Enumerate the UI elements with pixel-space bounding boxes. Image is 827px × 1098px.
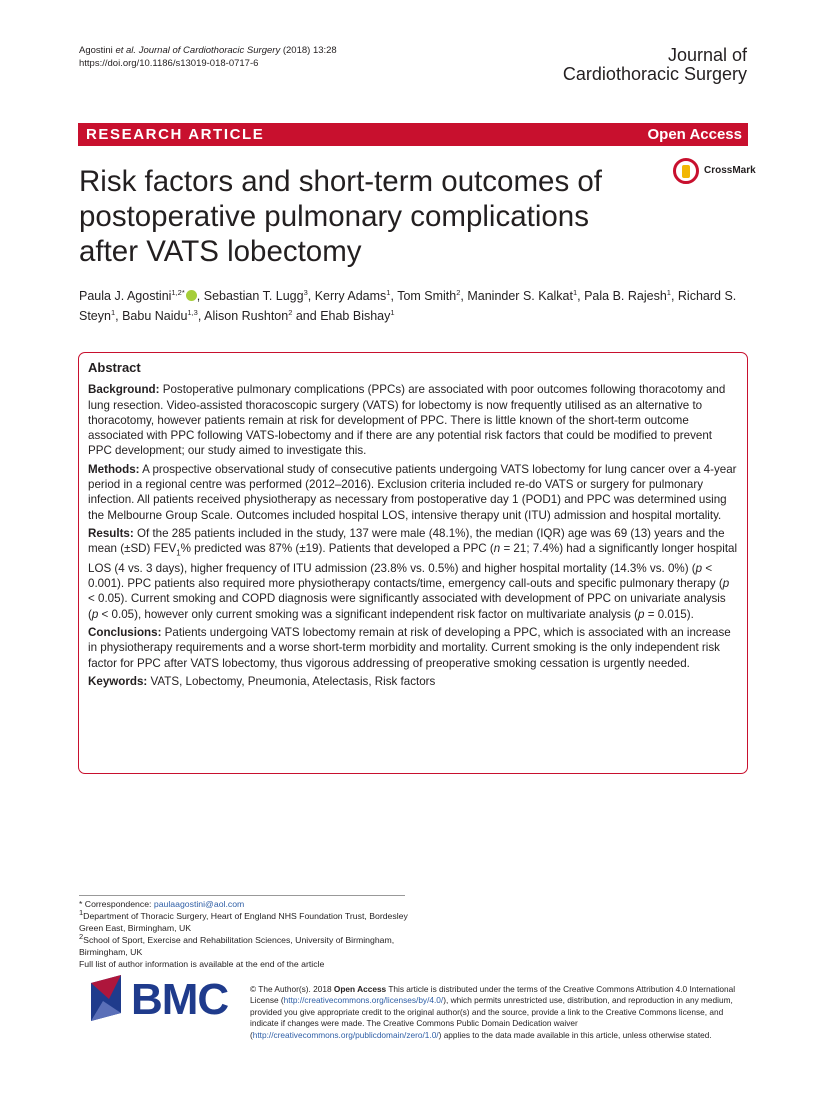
abstract-heading: Abstract (88, 360, 141, 375)
author-list: Paula J. Agostini$^{1,2*}$ , Sebastian T. Lugg$^3$, Kerry Adams$^1$, Tom Smith$^2$, Maninder S. Kalkat$^1$, Pala B. Rajesh$^1$, Richard S. Steyn$^1$, Babu Naidu$^{1,3}$, Alison Rushton$^2$ and Ehab Bishay$^1$ (79, 287, 737, 323)
abstract-background: Background: Postoperative pulmonary complications (PPCs) are associated with poor outcomes following thoracotomy and lung resection. Video-assisted thoracoscopic surgery (VATS) for lobectomy is now frequently utilised as an alternative to thoracotomy, however patients remain at risk for development of PPC. There is little known of the short-term outcome associated with PPC following VATS-lobectomy and if there are any potential risk factors that could be modified to prevent PPC development; our study aimed to investigate this. (88, 383, 726, 458)
author-affiliation: 1 (390, 307, 395, 317)
author-affiliation: 1 (110, 307, 116, 317)
author-name[interactable]: Ehab Bishay$^1$ (320, 307, 395, 323)
article-type-label: RESEARCH ARTICLE (86, 126, 265, 143)
orcid-icon[interactable] (186, 290, 197, 301)
affiliation-1: $^1$Department of Thoracic Surgery, Heart of England NHS Foundation Trust, Bordesley Green East, Birmingham, UK (79, 908, 408, 933)
cc-zero-waiver-link[interactable]: http://creativecommons.org/publicdomain/zero/1.0/ (252, 1029, 439, 1040)
affiliation-2: $^2$School of Sport, Exercise and Rehabilitation Sciences, University of Birmingham, Birmingham, UK (79, 932, 395, 957)
author-name[interactable]: Paula J. Agostini$^{1,2*}$ (79, 289, 197, 303)
abstract-conclusions: Conclusions: Patients undergoing VATS lobectomy remain at risk of developing a PPC, which is associated with an increase in physiotherapy requirements and a worse short-term morbidity and mortality. Current smoking is the only independent risk factor for PPC after VATS lobectomy, thus vigorous addressing of preoperative smoking cessation is urgently needed. (88, 626, 731, 670)
article-type-banner (78, 123, 748, 146)
article-title: Risk factors and short-term outcomes of postoperative pulmonary complications after VATS lobectomy (79, 165, 602, 268)
author-affiliation: 1 (386, 287, 391, 297)
author-affiliation: 1 (572, 287, 578, 297)
running-header (79, 44, 337, 70)
doi-link[interactable]: https://doi.org/10.1186/s13019-018-0717-6 (79, 58, 259, 69)
author-info-note: Full list of author information is available at the end of the article (79, 959, 325, 969)
crossmark-icon (673, 158, 699, 184)
abstract-methods: Methods: A prospective observational study of consecutive patients undergoing VATS lobectomy for lung cancer over a 4-year period in a regional centre was performed (2012–2016). Exclusion criteria included re-do VATS or surgery for pulmonary infection. All patients received physiotherapy as necessary from postoperative day 1 (POD1) and PPC was determined using the Melbourne Group Scale. Outcomes included hospital LOS, intensive therapy unit (ITU) admission and hospital mortality. (88, 462, 737, 522)
author-affiliation: 2 (288, 307, 293, 317)
author-name[interactable]: Sebastian T. Lugg$^3$ (203, 287, 308, 303)
journal-logo: Journal of Cardiothoracic Surgery (562, 45, 747, 84)
author-name[interactable]: Alison Rushton$^2$ (204, 307, 293, 323)
author-affiliation: 1,3 (187, 307, 198, 317)
bmc-logo (91, 975, 241, 1025)
author-affiliation: 3 (303, 287, 308, 297)
bmc-logo-icon (91, 975, 129, 1021)
abstract-keywords: Keywords: VATS, Lobectomy, Pneumonia, Atelectasis, Risk factors (88, 674, 436, 688)
footnote-divider (79, 895, 405, 896)
license-statement: © The Author(s). 2018 Open Access This article is distributed under the terms of the Creative Commons Attribution 4.0 International License (http://creativecommons.org/licenses/by/4.0/), which permits unrestricted use, distribution, and reproduction in any medium, provided you give appropriate credit to the original author(s) and the source, provide a link to the Creative Commons license, and indicate if changes were made. The Creative Commons Public Domain Dedication waiver (http://creativecommons.org/publicdomain/zero/1.0/) applies to the data made available in this article, unless otherwise stated. (250, 984, 736, 1040)
bmc-logo-text: BMC (131, 975, 229, 1024)
author-affiliation: 1,2* (171, 287, 185, 297)
cc-by-license-link[interactable]: http://creativecommons.org/licenses/by/4.0/ (283, 995, 444, 1006)
open-access-label: Open Access (647, 126, 742, 143)
author-name[interactable]: Pala B. Rajesh$^1$ (584, 287, 671, 303)
author-name[interactable]: Babu Naidu$^{1,3}$ (122, 307, 198, 323)
abstract-box (78, 352, 748, 774)
abstract-results: Results: Of the 285 patients included in the study, 137 were male (48.1%), the median (IQR) age was 69 (13) years and the mean (±SD) $FEV_1\%$ predicted was 87% (±19). Patients that developed a PPC (n = 21; 7.4%) had a significantly longer hospital LOS (4 vs. 3 days), higher frequency of ITU admission (23.8% vs. 0.5%) and higher hospital mortality (14.3% vs. 0%) (p < 0.001). PPC patients also required more physiotherapy contacts/time, emergency call-outs and specific pulmonary therapy (p < 0.05). Current smoking and COPD diagnosis were significantly associated with development of PPC on univariate analysis (p < 0.05), however only current smoking was a significant independent risk factor on multivariate analysis (p = 0.015). (88, 526, 738, 621)
correspondence: * Correspondence: paulaagostini@aol.com (79, 899, 245, 909)
citation-line: Agostini et al. Journal of Cardiothoracic Surgery (2018) 13:28 (79, 45, 337, 56)
footnotes (79, 898, 419, 970)
author-name[interactable]: Kerry Adams$^1$ (314, 287, 391, 303)
author-name[interactable]: Tom Smith$^2$ (397, 287, 461, 303)
crossmark-badge[interactable]: CrossMark (673, 158, 757, 186)
author-name[interactable]: Maninder S. Kalkat$^1$ (467, 287, 578, 303)
correspondence-email-link[interactable]: paulaagostini@aol.com (153, 899, 245, 909)
author-name[interactable]: Richard S. Steyn$^1$ (79, 289, 737, 323)
author-affiliation: 2 (456, 287, 461, 297)
author-affiliation: 1 (666, 287, 671, 297)
